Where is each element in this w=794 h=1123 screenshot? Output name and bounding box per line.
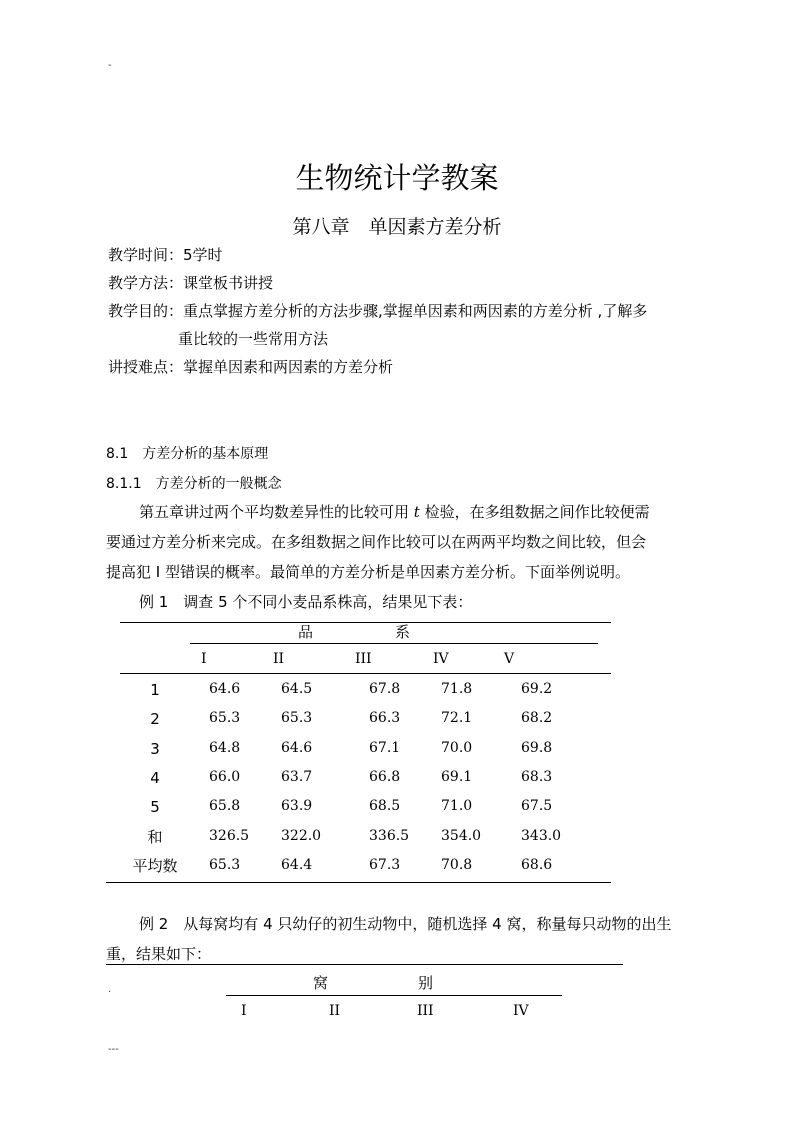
table-cell: 65.3 — [209, 857, 241, 873]
paragraph-line-1 — [139, 501, 650, 522]
row-label: 3 — [150, 740, 160, 758]
table-cell: 354.0 — [441, 828, 482, 844]
meta-label: 教学时间： — [108, 246, 184, 264]
paragraph-line-2: 要通过方差分析来完成。在多组数据之间作比较可以在两两平均数之间比较，但会 — [106, 533, 647, 551]
table-cell: 65.3 — [281, 710, 313, 726]
column-header: I — [201, 651, 207, 667]
column-header: III — [355, 651, 372, 667]
column-header: IV — [513, 1003, 529, 1019]
row-label: 1 — [150, 681, 160, 699]
meta-teaching-time — [108, 244, 223, 265]
document-title: 生物统计学教案 — [295, 161, 499, 195]
group-header-char-2: 别 — [418, 974, 434, 992]
meta-teaching-goal — [108, 300, 647, 321]
table-cell: 67.8 — [369, 681, 401, 697]
t-symbol: t — [413, 503, 420, 521]
page-marker-bottom: --- — [108, 1044, 119, 1055]
section-heading-8-1: 8.1 方差分析的基本原理 — [106, 446, 269, 462]
table-cell: 64.4 — [281, 857, 313, 873]
group-header-rule — [226, 995, 562, 996]
table-cell: 66.0 — [209, 769, 241, 785]
table-cell: 70.8 — [441, 857, 473, 873]
column-header: II — [273, 651, 285, 667]
row-label: 2 — [150, 710, 160, 728]
page-marker-top: - — [108, 60, 112, 71]
table-cell: 67.1 — [369, 740, 401, 756]
table-cell: 66.3 — [369, 710, 401, 726]
table-bottom-rule — [106, 882, 611, 883]
meta-value: 课堂板书讲授 — [183, 274, 274, 292]
table-cell: 67.3 — [369, 857, 401, 873]
page-marker-mid: . — [108, 984, 112, 995]
table-cell: 64.6 — [209, 681, 241, 697]
meta-teaching-goal-continued: 重比较的一些常用方法 — [178, 330, 329, 348]
table-cell: 326.5 — [209, 828, 250, 844]
header-bottom-rule — [120, 673, 611, 674]
table-cell: 71.8 — [441, 681, 473, 697]
row-label: 和 — [147, 828, 163, 846]
example-1-caption: 例 1 调查 5 个不同小麦品系株高，结果见下表： — [139, 593, 473, 611]
meta-label: 教学目的： — [108, 302, 184, 320]
column-header: IV — [433, 651, 449, 667]
table-cell: 336.5 — [369, 828, 410, 844]
table-cell: 68.5 — [369, 798, 401, 814]
table-cell: 64.6 — [281, 740, 313, 756]
table-cell: 68.2 — [521, 710, 553, 726]
table-cell: 65.3 — [209, 710, 241, 726]
table-cell: 63.9 — [281, 798, 313, 814]
meta-value: 重点掌握方差分析的方法步骤,掌握单因素和两因素的方差分析 ,了解多 — [183, 302, 648, 320]
meta-value: 掌握单因素和两因素的方差分析 — [183, 358, 394, 376]
table-cell: 71.0 — [441, 798, 473, 814]
table-cell: 70.0 — [441, 740, 473, 756]
table-cell: 69.2 — [521, 681, 553, 697]
paragraph-line-3: 提高犯 I 型错误的概率。最简单的方差分析是单因素方差分析。下面举例说明。 — [106, 563, 630, 581]
row-label: 5 — [150, 798, 160, 816]
column-header: V — [504, 651, 515, 667]
table-cell: 322.0 — [281, 828, 322, 844]
meta-label: 教学方法： — [108, 274, 184, 292]
table-cell: 68.3 — [521, 769, 553, 785]
section-heading-8-1-1: 8.1.1 方差分析的一般概念 — [106, 476, 282, 492]
chapter-heading: 第八章 单因素方差分析 — [292, 216, 502, 238]
table-cell: 343.0 — [521, 828, 562, 844]
paragraph-text: 第五章讲过两个平均数差异性的比较可用 — [139, 503, 414, 521]
table-top-rule — [120, 622, 611, 623]
table-cell: 65.8 — [209, 798, 241, 814]
group-header-char-1: 窝 — [313, 974, 329, 992]
table-cell: 64.8 — [209, 740, 241, 756]
column-header: III — [417, 1003, 434, 1019]
column-header: II — [329, 1003, 341, 1019]
meta-value: 5学时 — [183, 246, 223, 264]
table-cell: 68.6 — [521, 857, 553, 873]
row-label: 4 — [150, 769, 160, 787]
table-cell: 66.8 — [369, 769, 401, 785]
group-header-char-2: 系 — [395, 623, 411, 641]
table-cell: 72.1 — [441, 710, 473, 726]
table-cell: 69.1 — [441, 769, 473, 785]
table-cell: 69.8 — [521, 740, 553, 756]
group-header-rule — [190, 643, 598, 644]
row-label: 平均数 — [132, 857, 178, 875]
example-2-line-2: 重，结果如下： — [106, 945, 212, 963]
meta-teaching-method — [108, 272, 273, 293]
table-cell: 67.5 — [521, 798, 553, 814]
table-top-rule — [106, 964, 623, 965]
group-header-char-1: 品 — [298, 623, 314, 641]
meta-difficulty — [108, 356, 393, 377]
table-cell: 63.7 — [281, 769, 313, 785]
column-header: I — [241, 1003, 247, 1019]
example-2-line-1: 例 2 从每窝均有 4 只幼仔的初生动物中，随机选择 4 窝，称量每只动物的出生 — [139, 915, 672, 933]
paragraph-text: 检验，在多组数据之间作比较便需 — [419, 503, 650, 521]
meta-label: 讲授难点： — [108, 358, 184, 376]
table-cell: 64.5 — [281, 681, 313, 697]
